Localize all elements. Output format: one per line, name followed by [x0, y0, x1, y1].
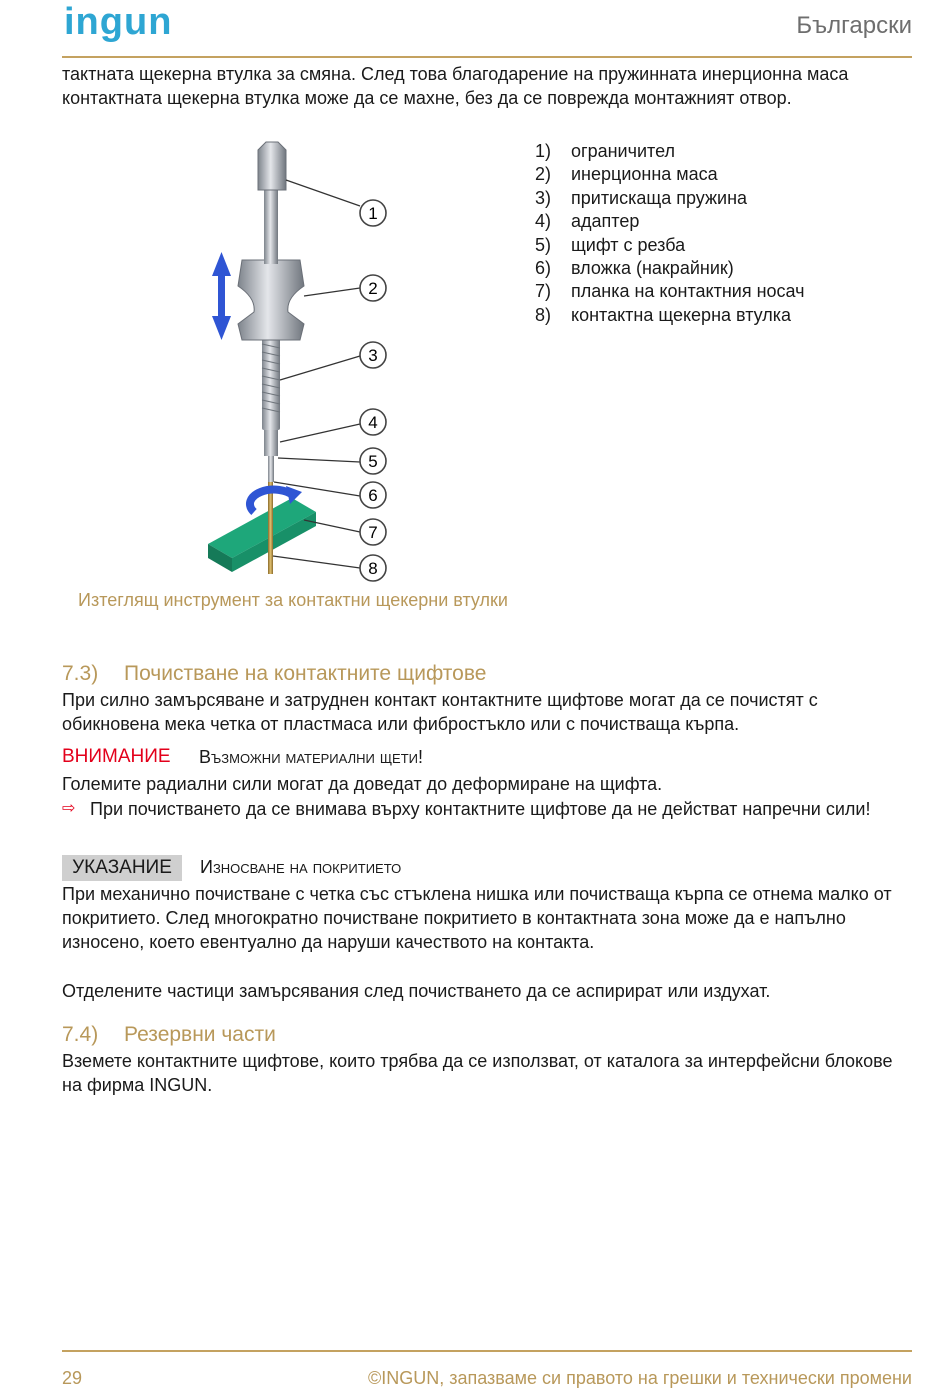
- legend-item: [535, 234, 915, 257]
- warning-title: Възможни материални щети!: [199, 747, 424, 767]
- section-number: 7.4): [62, 1023, 99, 1046]
- callout-marker: 1: [368, 204, 378, 223]
- callout-marker: 3: [368, 346, 378, 365]
- warning-label: ВНИМАНИЕ: [62, 746, 171, 767]
- legend-label: ограничител: [571, 141, 675, 161]
- page-number: 29: [62, 1368, 83, 1388]
- extraction-tool-figure: [180, 136, 420, 584]
- section-7-4-body: Вземете контактните щифтове, които трябва да се използват, от каталога за интерфейсни блокове на фирма INGUN.: [62, 1051, 893, 1095]
- legend-number: 5): [535, 234, 552, 255]
- figure-caption: Изтеглящ инструмент за контактни щекерни втулки: [78, 590, 508, 610]
- section-7-4-heading: [62, 1023, 276, 1047]
- cleaning-extra-text: Отделените частици замърсявания след почистването да се аспирират или издухат.: [62, 981, 771, 1001]
- legend-label: притискаща пружина: [571, 187, 748, 208]
- ingun-logo: [64, 6, 224, 46]
- instruction-arrow-icon: ⇨: [62, 800, 76, 817]
- legend-item: [535, 210, 915, 233]
- legend-item: [535, 304, 915, 327]
- warning-text: Големите радиални сили могат да доведат до деформиране на щифта.: [62, 774, 663, 794]
- legend-label: контактна щекерна втулка: [571, 304, 792, 325]
- legend-item: [535, 140, 915, 163]
- callout-marker: 7: [368, 523, 378, 542]
- legend-label: планка на контактния носач: [571, 281, 805, 302]
- page-footer: [62, 1350, 912, 1388]
- logo-text: ingun: [64, 6, 173, 43]
- legend-label: инерционна маса: [571, 164, 718, 185]
- legend-number: 6): [535, 258, 552, 279]
- legend-item: [535, 280, 915, 303]
- section-number: 7.3): [62, 662, 99, 685]
- callout-marker: 4: [368, 413, 378, 432]
- section-7-3-heading: [62, 662, 486, 686]
- legend-item: [535, 187, 915, 210]
- stopper: [258, 142, 286, 190]
- copyright-notice: ©INGUN, запазваме си правото на грешки и технически промени: [367, 1368, 912, 1388]
- callout-marker: 6: [368, 486, 378, 505]
- note-title: Износване на покритието: [200, 857, 402, 877]
- callout-marker: 8: [368, 559, 378, 578]
- section-title: Почистване на контактните щифтове: [124, 662, 487, 685]
- legend-label: щифт с резба: [571, 234, 686, 255]
- legend-label: адаптер: [571, 211, 640, 232]
- section-title: Резервни части: [124, 1023, 276, 1046]
- legend-item: [535, 163, 915, 186]
- legend-number: 2): [535, 164, 552, 185]
- pressure-spring: [262, 332, 280, 420]
- legend-number: 1): [535, 141, 552, 161]
- section-7-3-body: При силно замърсяване и затруднен контакт контактните щифтове могат да се почистят с обикновена мека четка от пластмаса или фибростъкло или с почистваща кърпа.: [62, 690, 818, 734]
- language-label: Български: [796, 12, 912, 39]
- legend-number: 4): [535, 211, 552, 232]
- callout-marker: 2: [368, 279, 378, 298]
- tool-illustration: [180, 136, 420, 584]
- inertia-mass: [238, 260, 304, 340]
- callout-markers: [360, 200, 386, 581]
- warning-instruction: При почистването да се внимава върху контактните щифтове да не действат напречни сили!: [90, 799, 871, 819]
- note-label: УКАЗАНИЕ: [62, 855, 182, 881]
- legend-item: [535, 257, 915, 280]
- legend-number: 8): [535, 304, 552, 325]
- intro-paragraph: тактната щекерна втулка за смяна. След това благодарение на пружинната инерционна маса контактната щекерна втулка може да се махне, без да се поврежда монтажният отвор.: [62, 64, 849, 108]
- page-header: [62, 0, 912, 58]
- motion-arrow-icon: [212, 252, 231, 276]
- note-text: При механично почистване с четка със стъклена нишка или почистваща кърпа се отнема малко от покритието. След многократно почистване покритието в контактната зона може да е напълно износено, което евентуално да наруши качеството на контакта.: [62, 884, 892, 952]
- legend-number: 7): [535, 281, 552, 302]
- legend-number: 3): [535, 187, 552, 208]
- legend-label: вложка (накрайник): [571, 258, 734, 279]
- parts-legend: [535, 140, 915, 327]
- callout-marker: 5: [368, 452, 378, 471]
